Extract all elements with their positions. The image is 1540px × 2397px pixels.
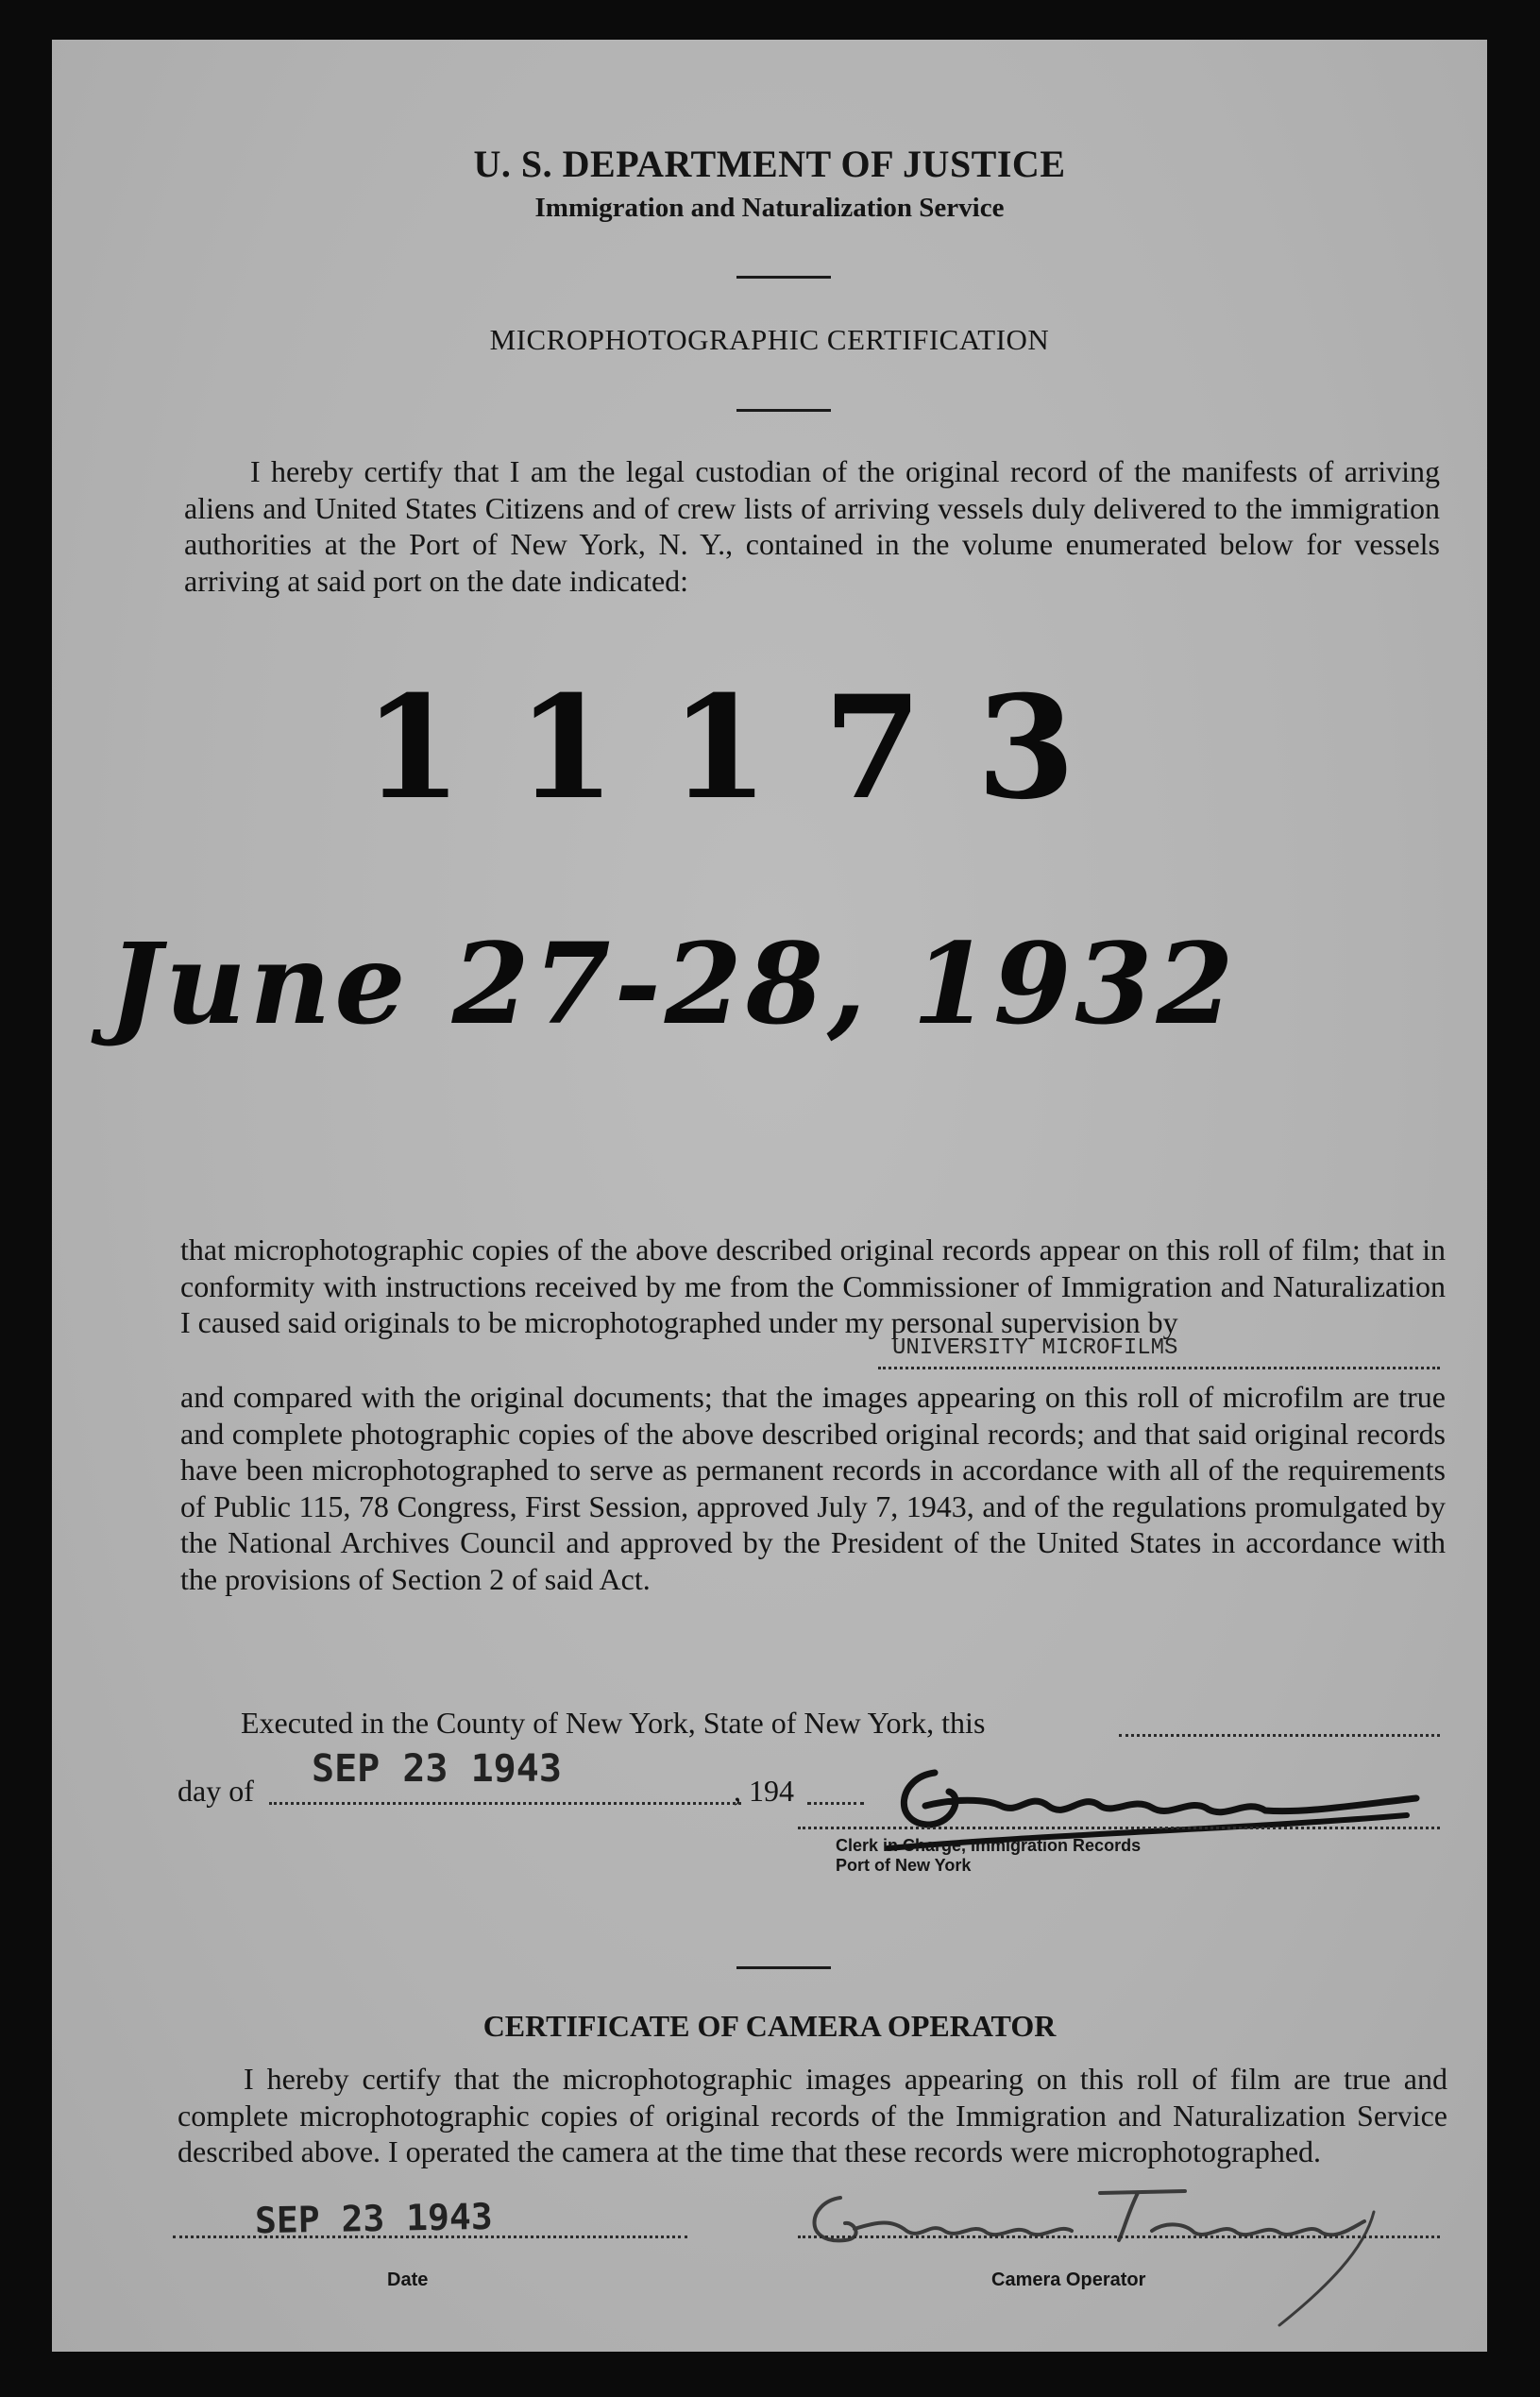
operator-dotted-line	[798, 2236, 1440, 2238]
department-title: U. S. DEPARTMENT OF JUSTICE	[473, 143, 1066, 185]
day-of-label: day of	[178, 1774, 254, 1808]
date-dotted-line	[173, 2236, 687, 2238]
camera-paragraph: I hereby certify that the microphotographic images appearing on this roll of film are true and complete microphotographic copies of original records of the Immigration and Naturalization Service described above. I operated the camera at the time that these records were microphotographed.	[178, 2062, 1447, 2168]
camera-operator-label: Camera Operator	[991, 2270, 1146, 2290]
camera-date-stamp: SEP 23 1943	[254, 2195, 494, 2242]
clerk-title-line-1: Clerk in Charge, Immigration Records	[836, 1836, 1142, 1855]
year-prefix: , 194	[734, 1774, 794, 1808]
certification-title: MICROPHOTOGRAPHIC CERTIFICATION	[489, 323, 1050, 356]
divider	[736, 276, 831, 279]
body-paragraph-part2: and compared with the original documents; that the images appearing on this roll of microfilm are true and complete photographic copies of the above described original records; and that said original records have been microphotographed to serve as permanent records in accordance with all of the requirements of Public 115, 78 Congress, First Session, approved July 7, 1943, and of the regulations promulgated by the National Archives Council and approved by the President of the United States in accordance with the provisions of Section 2 of said Act.	[180, 1380, 1446, 1596]
camera-operator-signature	[788, 2155, 1412, 2335]
execution-text: Executed in the County of New York, State of New York, this	[241, 1706, 986, 1740]
typed-company-name: UNIVERSITY MICROFILMS	[892, 1335, 1178, 1361]
service-subtitle: Immigration and Naturalization Service	[534, 193, 1005, 223]
body-paragraph-part1	[180, 1232, 1446, 1339]
execution-line	[241, 1706, 985, 1741]
certificate-sheet	[52, 40, 1487, 2352]
handwritten-date: June 27-28, 1932	[109, 918, 1238, 1049]
clerk-title-line-2: Port of New York	[836, 1856, 972, 1875]
divider	[736, 409, 831, 412]
day-dotted-line	[269, 1802, 741, 1805]
handwritten-volume-number: 11173	[364, 665, 1130, 831]
clerk-title	[836, 1836, 1141, 1876]
clerk-date-stamp: SEP 23 1943	[312, 1747, 562, 1791]
body-text-part1: that microphotographic copies of the above described original records appear on this roll of film; that in conformity with instructions received by me from the Commissioner of Immigration and Naturalization I caused said originals to be microphotographed under my personal supervision by	[180, 1232, 1446, 1339]
date-label: Date	[387, 2270, 429, 2290]
execution-dotted-line	[1119, 1734, 1440, 1737]
intro-paragraph: I hereby certify that I am the legal custodian of the original record of the manifests of arriving aliens and United States Citizens and of crew lists of arriving vessels duly delivered to the immigration authorities at the Port of New York, N. Y., contained in the volume enumerated below for vessels arriving at said port on the date indicated:	[184, 454, 1440, 598]
clerk-signature-line	[798, 1827, 1440, 1829]
year-dotted-line	[807, 1802, 864, 1805]
divider	[736, 1966, 831, 1969]
company-dotted-line	[878, 1367, 1440, 1369]
camera-certificate-title: CERTIFICATE OF CAMERA OPERATOR	[482, 2009, 1057, 2043]
